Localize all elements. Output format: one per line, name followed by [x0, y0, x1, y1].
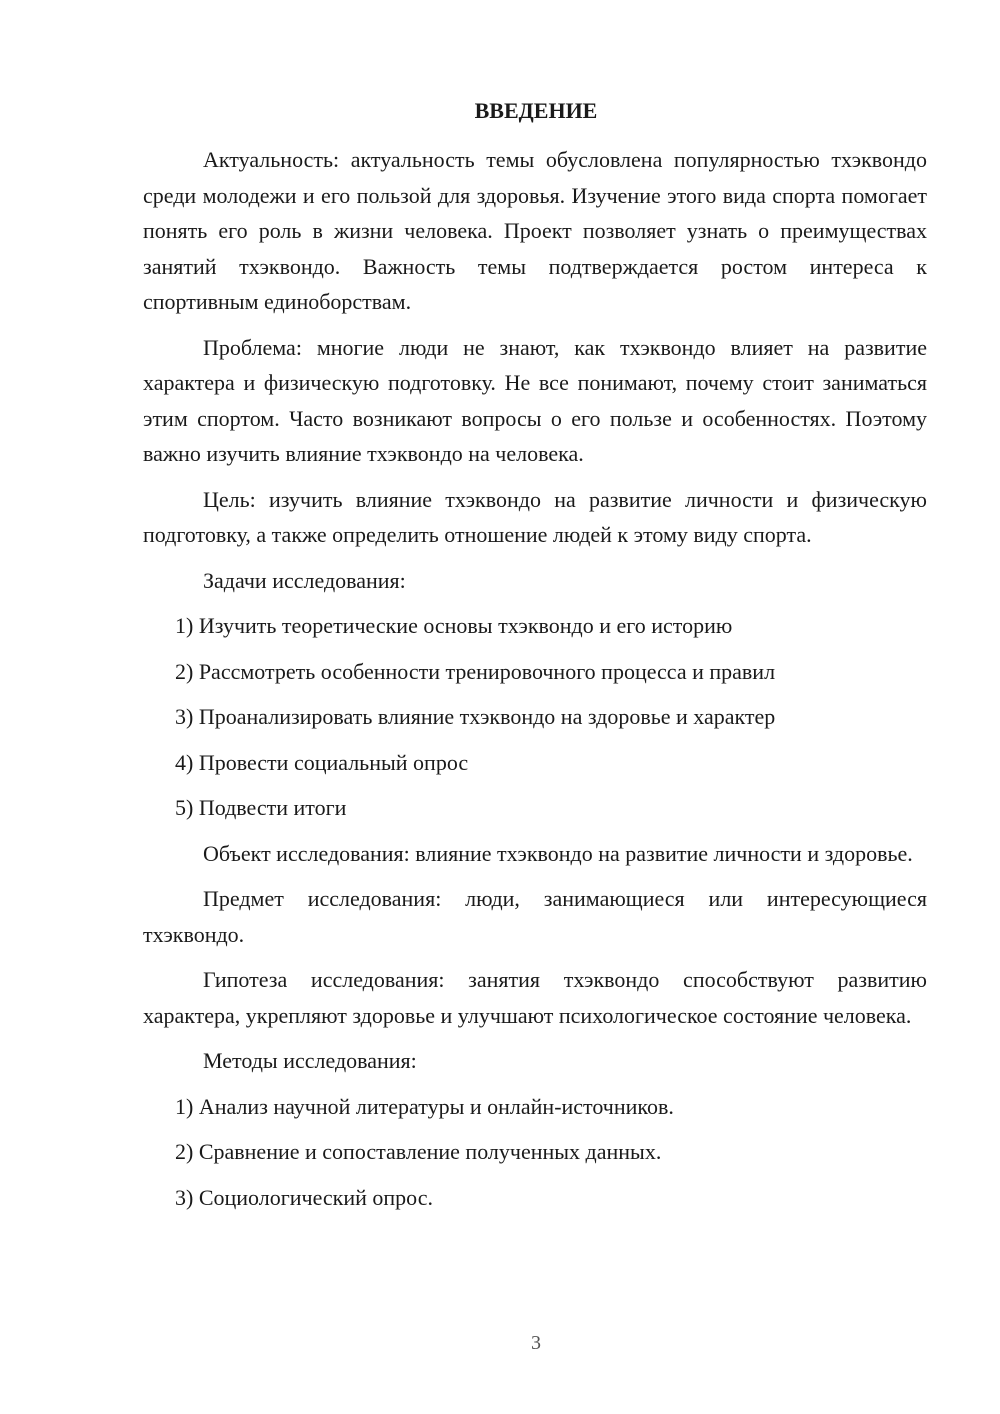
hypothesis-paragraph: Гипотеза исследования: занятия тхэквондо способствуют развитию характера, укрепляют здоровье и улучшают психологическое состояние человека. [143, 967, 927, 1028]
task-item: 5) Подвести итоги [175, 795, 347, 820]
task-item: 4) Провести социальный опрос [175, 749, 469, 775]
method-item: 3) Социологический опрос. [175, 1184, 433, 1210]
object-paragraph: Объект исследования: влияние тхэквондо на развитие личности и здоровье. [203, 840, 913, 866]
tasks-list [143, 608, 927, 825]
methods-heading: Методы исследования: [203, 1048, 417, 1073]
problem-paragraph: Проблема: многие люди не знают, как тхэквондо влияет на развитие характера и физическую подготовку. Не все понимают, почему стоит заниматься этим спортом. Часто возникают вопросы о его пользе и особенностях. Поэтому важно изучить влияние тхэквондо на человека. [143, 334, 927, 466]
relevance-paragraph: Актуальность: актуальность темы обусловлена популярностью тхэквондо среди молодежи и его пользой для здоровья. Изучение этого вида спорта помогает понять его роль в жизни человека. Проект позволяет узнать о преимуществах занятий тхэквондо. Важность темы подтверждается ростом интереса к спортивным единоборствам. [143, 147, 927, 314]
page-title: ВВЕДЕНИЕ [474, 98, 598, 123]
methods-list [143, 1089, 927, 1215]
task-item: 2) Рассмотреть особенности тренировочного процесса и правил [175, 658, 776, 684]
task-item: 1) Изучить теоретические основы тхэквондо и его историю [175, 613, 733, 638]
method-item: 2) Сравнение и сопоставление полученных данных. [175, 1139, 662, 1164]
tasks-heading: Задачи исследования: [203, 567, 406, 593]
goal-paragraph: Цель: изучить влияние тхэквондо на развитие личности и физическую подготовку, а также определить отношение людей к этому виду спорта. [143, 486, 927, 547]
task-item: 3) Проанализировать влияние тхэквондо на здоровье и характер [175, 704, 776, 729]
document-body [143, 142, 927, 1225]
method-item: 1) Анализ научной литературы и онлайн-источников. [175, 1093, 674, 1119]
page-number: 3 [531, 1332, 541, 1354]
subject-paragraph: Предмет исследования: люди, занимающиеся или интересующиеся тхэквондо. [143, 886, 927, 947]
